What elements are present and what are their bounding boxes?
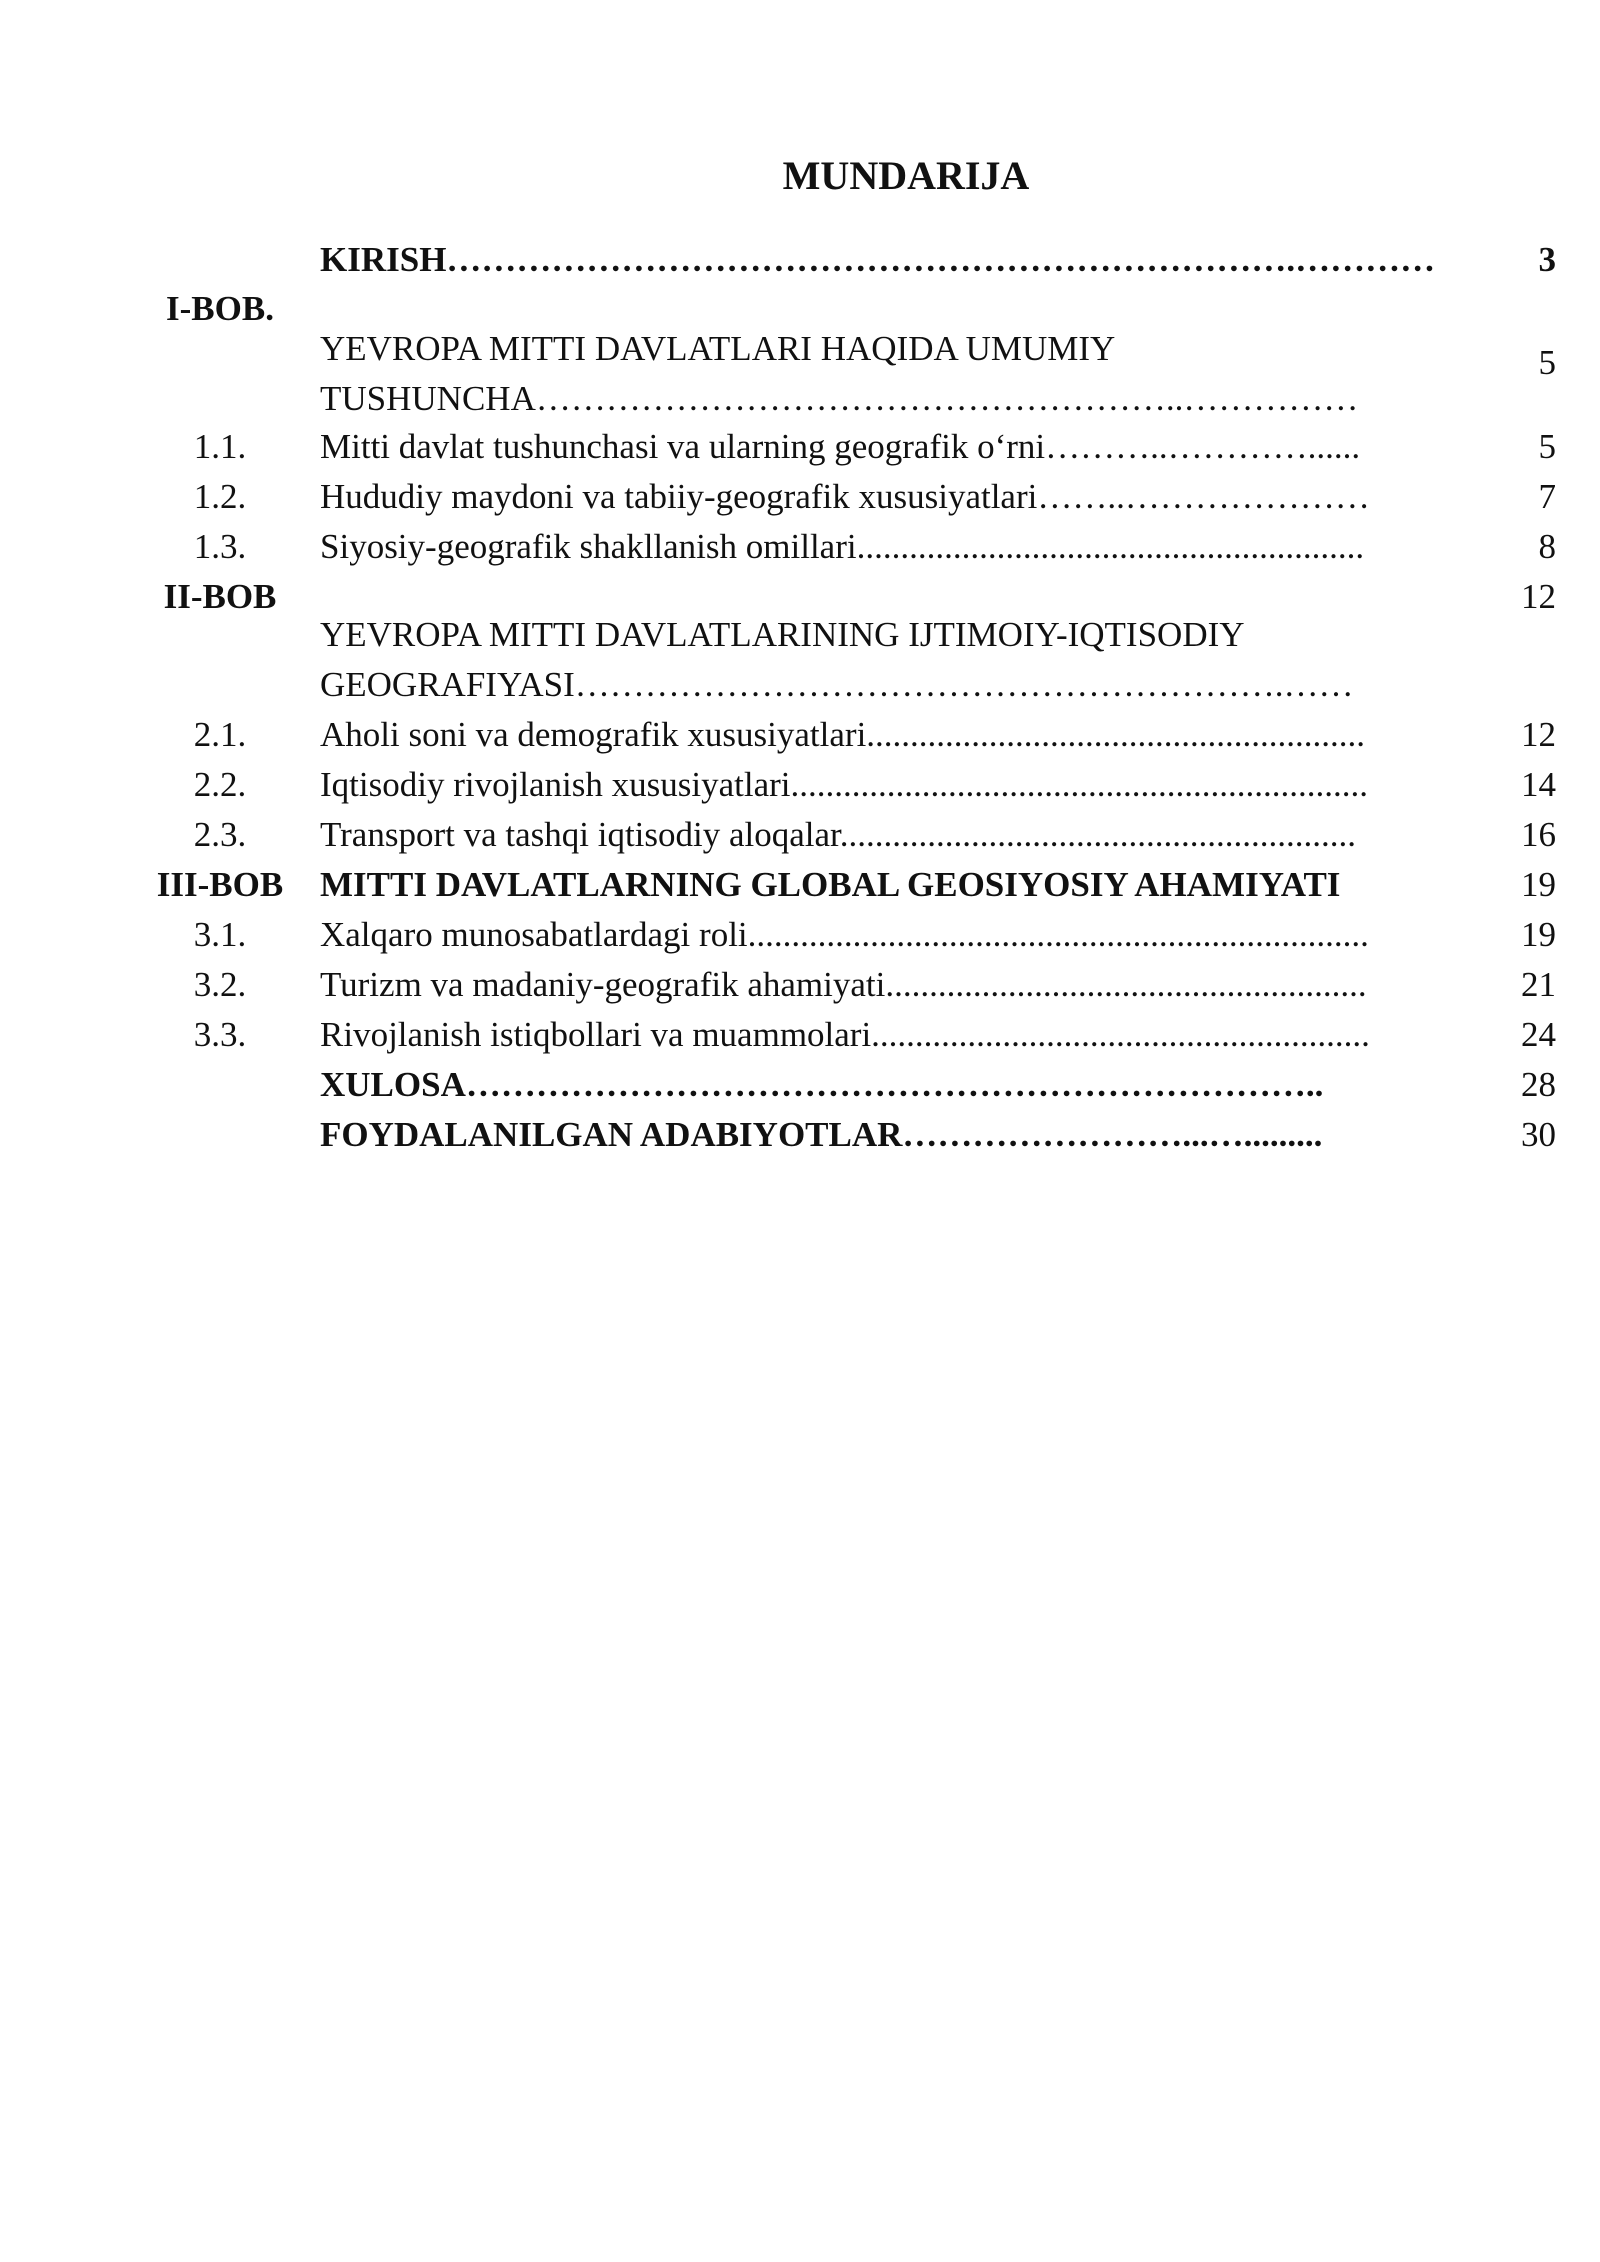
- toc-section-number: 2.3.: [193, 815, 247, 854]
- toc-entry-page: 7: [1538, 477, 1556, 516]
- toc-entry-page: 30: [1521, 1115, 1556, 1154]
- toc-chapter-number: II-BOB: [163, 577, 277, 616]
- toc-entry-text: YEVROPA MITTI DAVLATLARINING IJTIMOIY-IQTISODIY GEOGRAFIYASI…………………………………………………….……: [320, 615, 1354, 704]
- toc-entry-text: Aholi soni va demografik xususiyatlari.........................................................: [320, 715, 1366, 754]
- toc-entry-page: 5: [1538, 427, 1556, 466]
- toc-entry-text: XULOSA………………………………………………………………..: [320, 1065, 1324, 1104]
- toc-section-number: 2.2.: [193, 765, 247, 804]
- toc-entry-text: Transport va tashqi iqtisodiy aloqalar...........................................................: [320, 815, 1357, 854]
- toc-chapter-number: I-BOB.: [166, 289, 274, 328]
- toc-entry-page: 8: [1538, 527, 1556, 566]
- toc-entry-text: FOYDALANILGAN ADABIYOTLAR……………………...….........: [320, 1115, 1323, 1154]
- toc-entry-text: KIRISH……………………………………………………………….…………: [320, 240, 1436, 279]
- toc-entry-page: 19: [1521, 915, 1556, 954]
- toc-entry-text: MITTI DAVLATLARNING GLOBAL GEOSIYOSIY AHAMIYATI: [320, 865, 1341, 904]
- toc-entry-page: 3: [1538, 240, 1556, 279]
- toc-entry-page: 28: [1521, 1065, 1556, 1104]
- toc-section-number: 3.2.: [193, 965, 247, 1004]
- toc-entry-page: 5: [1538, 343, 1556, 382]
- toc-section-number: 1.2.: [193, 477, 247, 516]
- toc-entry-page: 21: [1521, 965, 1556, 1004]
- toc-section-number: 2.1.: [193, 715, 247, 754]
- toc-section-number: 3.1.: [193, 915, 247, 954]
- toc-entry-text: Turizm va madaniy-geografik ahamiyati.......................................................: [320, 965, 1367, 1004]
- page-title: MUNDARIJA: [782, 153, 1030, 198]
- toc-entry-text: Rivojlanish istiqbollari va muammolari.........................................................: [320, 1015, 1370, 1054]
- toc-entry-page: 12: [1521, 715, 1556, 754]
- toc-entry-page: 14: [1521, 765, 1556, 804]
- toc-section-number: 1.1.: [193, 427, 247, 466]
- toc-entry-text: Xalqaro munosabatlardagi roli.......................................................................: [320, 915, 1369, 954]
- toc-entry-text: Siyosiy-geografik shakllanish omillari..........................................................: [320, 527, 1365, 566]
- toc-entry-page: 16: [1521, 815, 1556, 854]
- toc-entry-text: Mitti davlat tushunchasi va ularning geografik o‘rni………..…………......: [320, 427, 1361, 466]
- toc-section-number: 3.3.: [193, 1015, 247, 1054]
- toc-entry-text: Iqtisodiy rivojlanish xususiyatlari..................................................................: [320, 765, 1369, 804]
- toc-entry-page: 19: [1521, 865, 1556, 904]
- toc-section-number: 1.3.: [193, 527, 247, 566]
- toc-entry-text: Hududiy maydoni va tabiiy-geografik xususiyatlari……..…………………: [320, 477, 1370, 516]
- toc-entry-text: YEVROPA MITTI DAVLATLARI HAQIDA UMUMIY TUSHUNCHA………………………………………………..……………: [320, 329, 1359, 418]
- toc-entry-page: 12: [1521, 577, 1556, 616]
- toc-chapter-number: III-BOB: [156, 865, 284, 904]
- toc-entry-page: 24: [1521, 1015, 1556, 1054]
